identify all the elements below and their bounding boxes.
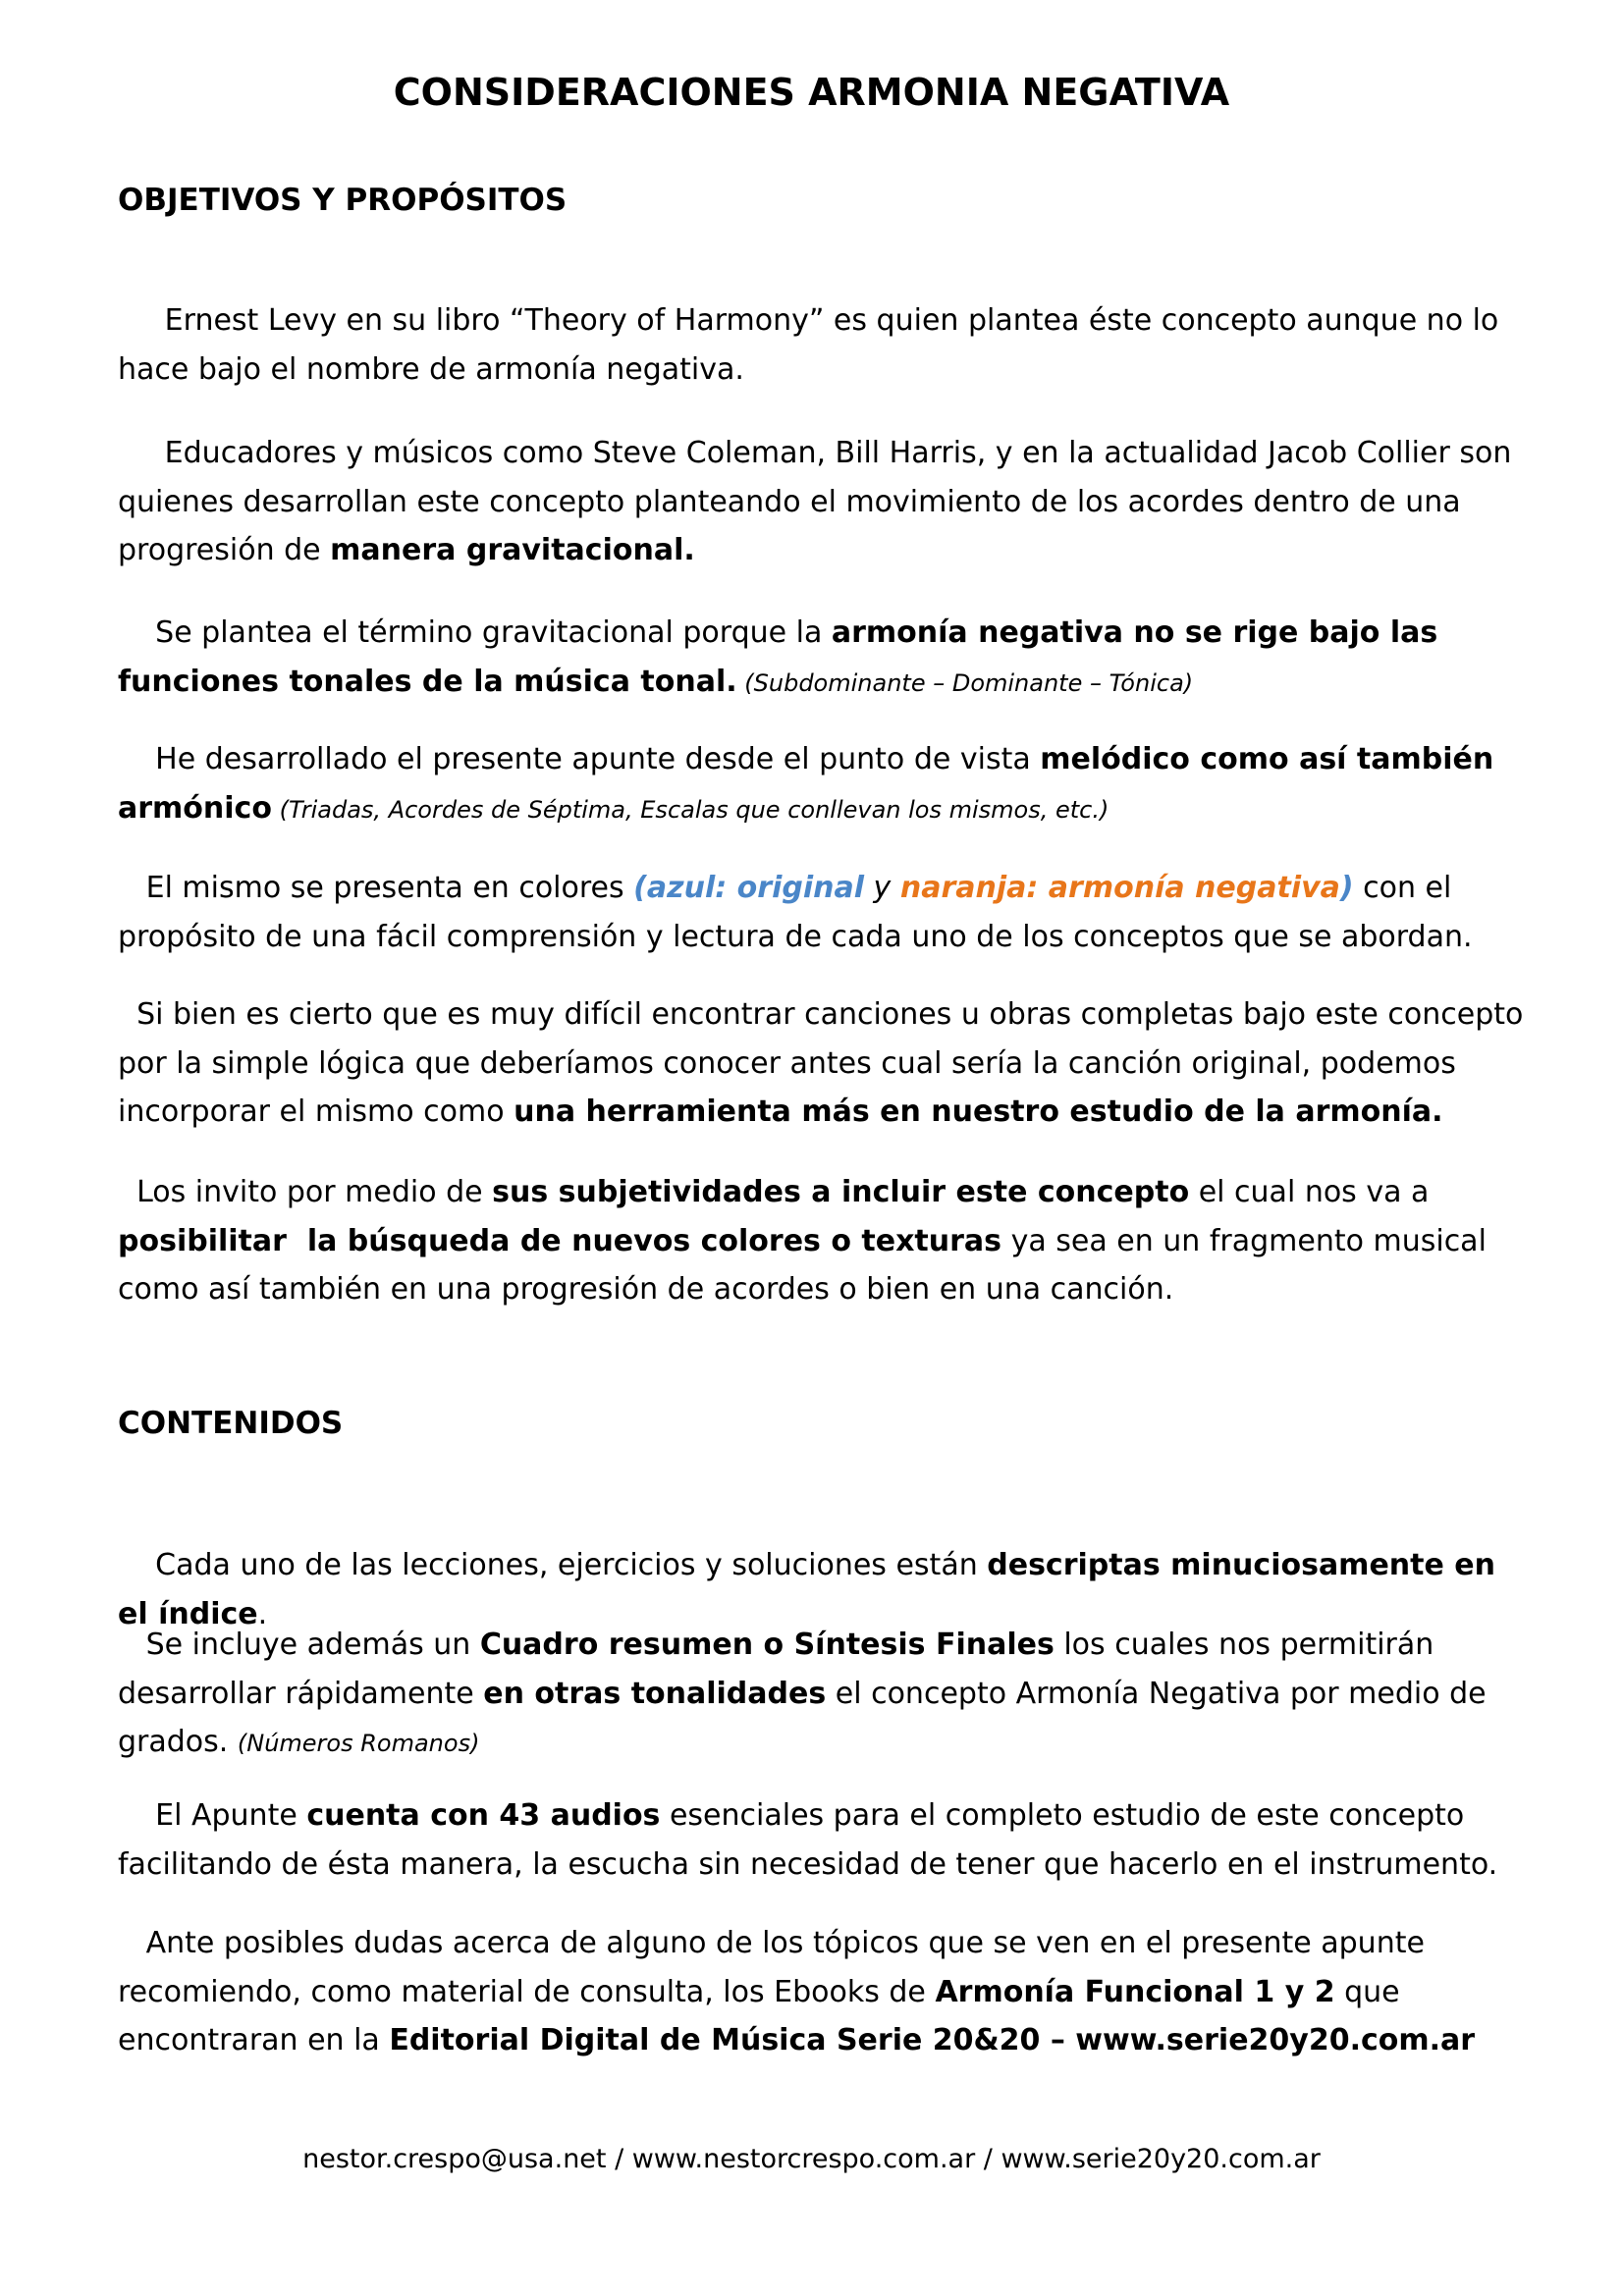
- bold-text: sus subjetividades a incluir este concepto: [492, 1175, 1190, 1209]
- blue-label: azul: original: [646, 871, 865, 905]
- text: Ante posibles dudas acerca de alguno de los tópicos que se ven en el presente apunte recomiendo, como material de consulta, los Ebooks de: [118, 1926, 1425, 2009]
- paragraph-educadores: [118, 429, 1532, 575]
- orange-label: naranja: armonía negativa: [899, 871, 1340, 905]
- text: Se plantea el término gravitacional porque la: [118, 615, 832, 650]
- bold-text: Editorial Digital de Música Serie 20&20 – www.serie20y20.com.ar: [389, 2023, 1476, 2057]
- bold-text: Armonía Funcional 1 y 2: [935, 1974, 1335, 2009]
- text: los cuales nos permitirán desarrollar rápidamente: [118, 1628, 1434, 1711]
- paragraph-colores: [118, 864, 1532, 961]
- paragraph-invito: [118, 1168, 1532, 1314]
- bold-text: armonía negativa no se rige bajo las funciones tonales de la música tonal.: [118, 615, 1438, 699]
- text: ya sea en un fragmento musical como así también en una progresión de acordes o bien en una canción.: [118, 1223, 1487, 1307]
- paragraph-melodico: [118, 735, 1532, 834]
- text: .: [257, 1596, 268, 1631]
- paragraph-gravitacional: [118, 609, 1532, 708]
- bold-text: cuenta con 43 audios: [306, 1798, 661, 1833]
- text: Los invito por medio de: [118, 1175, 493, 1209]
- paragraph-levy: [118, 296, 1532, 394]
- text: con el propósito de una fácil comprensión y lectura de cada uno de los conceptos que se abordan.: [118, 871, 1473, 954]
- text: esenciales para el completo estudio de este concepto facilitando de ésta manera, la escucha sin necesidad de tener que hacerlo en el instrumento.: [118, 1798, 1498, 1882]
- paragraph-audios: [118, 1791, 1532, 1889]
- paragraph-cuadro-resumen: [118, 1621, 1532, 1769]
- bold-text: Cuadro resumen o Síntesis Finales: [479, 1628, 1055, 1662]
- text: El Apunte: [118, 1798, 307, 1833]
- bold-text: melódico como así también armónico: [118, 742, 1494, 826]
- text: Educadores y músicos como Steve Coleman, Bill Harris, y en la actualidad Jacob Collier son quienes desarrollan este concepto planteando el movimiento de los acordes dentro de una progresión de: [118, 436, 1512, 567]
- text: Cada uno de las lecciones, ejercicios y soluciones están: [118, 1548, 988, 1582]
- bold-text: descriptas minuciosamente en el índice: [118, 1548, 1495, 1631]
- page-title: CONSIDERACIONES ARMONIA NEGATIVA: [393, 71, 1230, 114]
- paren-close: ): [1339, 871, 1354, 905]
- text: el cual nos va a: [1189, 1175, 1430, 1209]
- text: y: [864, 871, 900, 905]
- paragraph-canciones: [118, 990, 1532, 1137]
- section-heading-objetivos: OBJETIVOS Y PROPÓSITOS: [118, 183, 568, 218]
- text: que encontraran en la: [118, 1974, 1400, 2057]
- italic-note: (Subdominante – Dominante – Tónica): [736, 668, 1194, 697]
- text: El mismo se presenta en colores: [118, 871, 634, 905]
- text: Se incluye además un: [118, 1628, 480, 1662]
- italic-note: (Números Romanos): [237, 1730, 480, 1757]
- italic-note: (Triadas, Acordes de Séptima, Escalas que conllevan los mismos, etc.): [271, 795, 1109, 824]
- text: Si bien es cierto que es muy difícil encontrar canciones u obras completas bajo este concepto por la simple lógica que deberíamos conocer antes cual sería la canción original, podemos incorporar el mismo como: [118, 997, 1524, 1129]
- bold-text: una herramienta más en nuestro estudio de la armonía.: [514, 1095, 1443, 1129]
- section-heading-contenidos: CONTENIDOS: [118, 1406, 344, 1441]
- page-footer: nestor.crespo@usa.net / www.nestorcrespo.com.ar / www.serie20y20.com.ar: [302, 2144, 1321, 2174]
- text: Ernest Levy en su libro “Theory of Harmony” es quien plantea éste concepto aunque no lo hace bajo el nombre de armonía negativa.: [118, 303, 1499, 387]
- bold-text: posibilitar la búsqueda de nuevos colores o texturas: [118, 1223, 1002, 1258]
- paren-open: (: [633, 871, 647, 905]
- bold-text: en otras tonalidades: [483, 1676, 827, 1711]
- text: He desarrollado el presente apunte desde el punto de vista: [118, 742, 1041, 776]
- text: el concepto Armonía Negativa por medio de grados.: [118, 1676, 1487, 1759]
- bold-text: manera gravitacional.: [330, 533, 695, 567]
- paragraph-dudas: [118, 1919, 1532, 2065]
